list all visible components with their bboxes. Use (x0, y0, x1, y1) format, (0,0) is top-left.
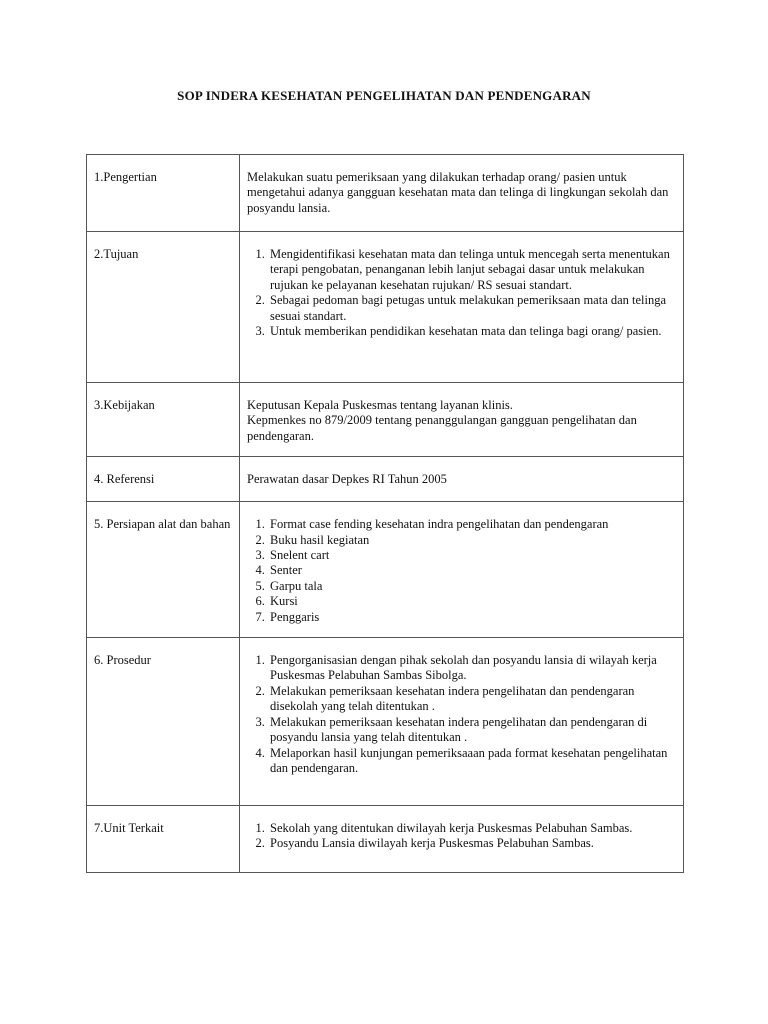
row-label: 7.Unit Terkait (87, 806, 240, 873)
table-row (87, 502, 684, 638)
list-item: 2. Posyandu Lansia diwilayah kerja Puskesmas Pelabuhan Sambas. (268, 836, 675, 851)
table-row (87, 457, 684, 502)
row-content (240, 232, 684, 383)
table-row (87, 232, 684, 383)
list-item: 1. Format case fending kesehatan indra pengelihatan dan pendengaran (268, 517, 675, 532)
row-label: 6. Prosedur (87, 638, 240, 806)
row-label: 4. Referensi (87, 457, 240, 502)
row-label: 2.Tujuan (87, 232, 240, 383)
table-row (87, 383, 684, 457)
list-item: 2. Sebagai pedoman bagi petugas untuk melakukan pemeriksaan mata dan telinga sesuai standart. (268, 293, 675, 324)
list-item: 2. Melakukan pemeriksaan kesehatan indera pengelihatan dan pendengaran disekolah yang telah ditentukan . (268, 684, 675, 715)
prosedur-list (247, 653, 675, 776)
list-item: 3. Snelent cart (268, 548, 675, 563)
list-item: 1. Sekolah yang ditentukan diwilayah kerja Puskesmas Pelabuhan Sambas. (268, 821, 675, 836)
list-item: 1. Mengidentifikasi kesehatan mata dan telinga untuk mencegah serta menentukan terapi pengobatan, penanganan lebih lanjut sebagai dasar untuk melakukan rujukan ke pelayanan kesehatan rujukan/ RS sesuai standart. (268, 247, 675, 293)
kebijakan-line: Kepmenkes no 879/2009 tentang penanggulangan gangguan pengelihatan dan pendengaran. (247, 413, 637, 443)
table-row (87, 155, 684, 232)
sop-table (86, 154, 684, 873)
list-item: 2. Buku hasil kegiatan (268, 533, 675, 548)
list-item: 1. Pengorganisasian dengan pihak sekolah dan posyandu lansia di wilayah kerja Puskesmas Pelabuhan Sambas Sibolga. (268, 653, 675, 684)
unit-terkait-list (247, 821, 675, 852)
list-item: 4. Senter (268, 563, 675, 578)
row-content: Melakukan suatu pemeriksaan yang dilakukan terhadap orang/ pasien untuk mengetahui adanya gangguan kesehatan mata dan telinga di lingkungan sekolah dan posyandu lansia. (240, 155, 684, 232)
list-item: 6. Kursi (268, 594, 675, 609)
list-item: 3. Melakukan pemeriksaan kesehatan indera pengelihatan dan pendengaran di posyandu lansia yang telah ditentukan . (268, 715, 675, 746)
table-row (87, 638, 684, 806)
list-item: 7. Penggaris (268, 610, 675, 625)
table-row (87, 806, 684, 873)
list-item: 3. Untuk memberikan pendidikan kesehatan mata dan telinga bagi orang/ pasien. (268, 324, 675, 339)
kebijakan-line: Keputusan Kepala Puskesmas tentang layanan klinis. (247, 398, 513, 412)
row-label: 3.Kebijakan (87, 383, 240, 457)
persiapan-list (247, 517, 675, 625)
row-label: 5. Persiapan alat dan bahan (87, 502, 240, 638)
tujuan-list (247, 247, 675, 339)
page-title: SOP INDERA KESEHATAN PENGELIHATAN DAN PENDENGARAN (177, 88, 591, 103)
list-item: 5. Garpu tala (268, 579, 675, 594)
row-content (240, 383, 684, 457)
row-content: Perawatan dasar Depkes RI Tahun 2005 (240, 457, 684, 502)
row-label: 1.Pengertian (87, 155, 240, 232)
row-content (240, 638, 684, 806)
row-content (240, 806, 684, 873)
row-content (240, 502, 684, 638)
list-item: 4. Melaporkan hasil kunjungan pemeriksaaan pada format kesehatan pengelihatan dan pendengaran. (268, 746, 675, 777)
